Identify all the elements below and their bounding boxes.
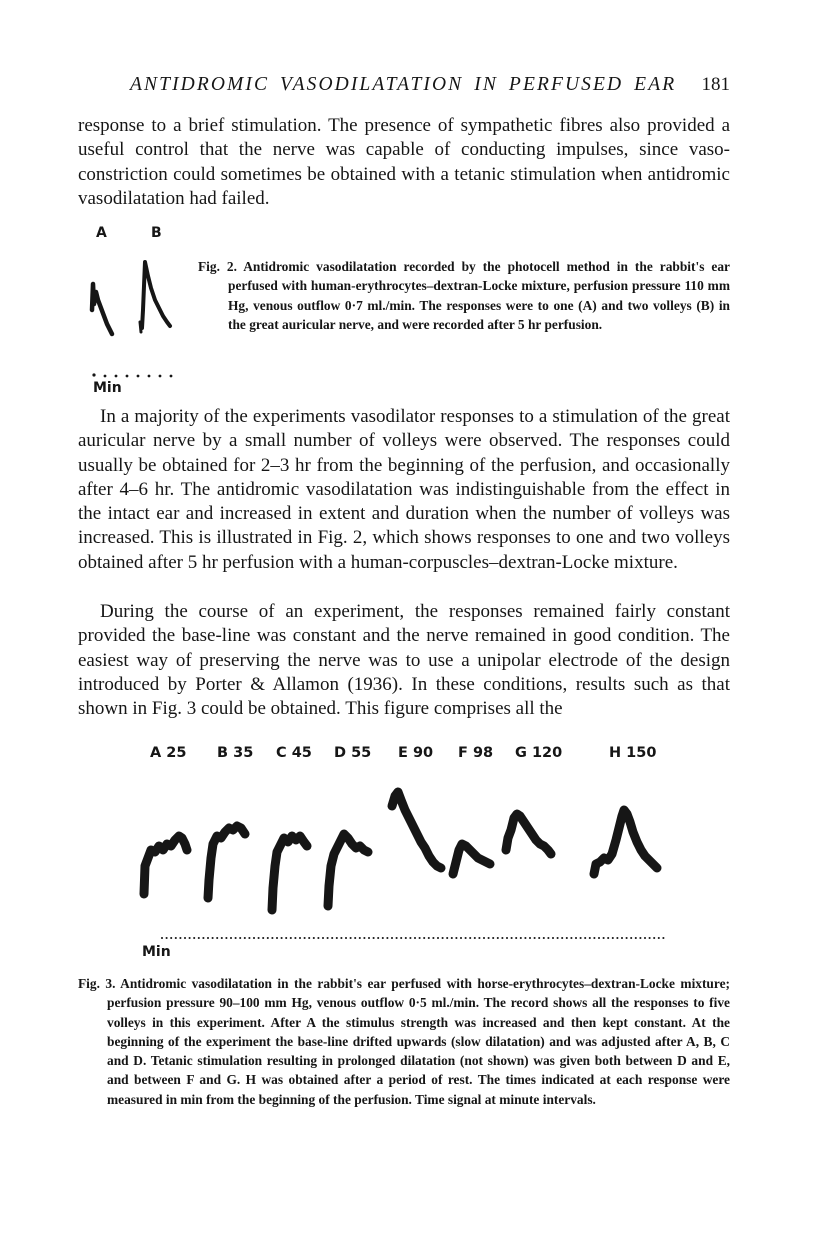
time-signal-dot [299,937,301,939]
time-signal-dot [202,937,204,939]
time-signal-dot [175,937,177,939]
time-signal-dot [419,937,421,939]
time-signal-dot [520,937,522,939]
time-signal-dot [630,937,632,939]
time-signal-dot [501,937,503,939]
time-signal-dot [193,937,195,939]
time-signal-dot [612,937,614,939]
time-signal-dot [451,937,453,939]
time-signal-dot [506,937,508,939]
time-signal-dot [497,937,499,939]
fig3-trace-f [453,844,490,874]
time-signal-dot [580,937,582,939]
time-signal-dot [377,937,379,939]
time-signal-dot [557,937,559,939]
time-signal-dot [336,937,338,939]
fig3-label-h: H 150 [609,745,657,761]
time-signal-dot [478,937,480,939]
time-signal-dot [465,937,467,939]
fig2-trace-a [92,284,112,334]
fig2-label-a: A [96,225,107,241]
time-signal-dot [488,937,490,939]
fig3-trace-e [392,792,441,868]
time-signal-dot [230,937,232,939]
time-signal-dot [400,937,402,939]
fig2-trace-b-tail [140,322,141,332]
time-signal-dot [414,937,416,939]
running-title: ANTIDROMIC VASODILATATION IN PERFUSED EAR [130,74,677,95]
time-signal-dot [534,937,536,939]
time-signal-dot [561,937,563,939]
time-signal-dot [285,937,287,939]
fig3-caption: Fig. 3. Antidromic vasodilatation in the rabbit's ear perfused with horse-erythrocytes–dextran-Locke mixture; perfusion pressure 90–100 mm Hg, venous outflow 0·5 ml./min. The record shows all the responses to five volleys in this experiment. After A the stimulus strength was increased and then kept constant. At the beginning of the experiment the base-line drifted upwards (slow dilatation) and was adjusted after A, B, C and D. Tetanic stimulation resulting in prolonged dilatation (not shown) was given both between D and E, and between F and G. H was obtained after a period of rest. The times indicated at each response were measured in min from the beginning of the perfusion. Time signal at minute intervals. [78,976,730,1107]
time-signal-dot [235,937,237,939]
time-signal-dot [262,937,264,939]
running-head [78,74,730,104]
time-signal-dot [290,937,292,939]
time-signal-dot [267,937,269,939]
fig3-label-b: B 35 [217,745,254,761]
time-signal-dot [603,937,605,939]
time-signal-dot [313,937,315,939]
time-signal-dot [198,937,200,939]
time-signal-dot [442,937,444,939]
time-signal-dot [391,937,393,939]
fig3-trace-g [506,814,551,854]
fig3-trace-d [328,834,368,906]
time-signal-dot [492,937,494,939]
time-signal-dot [428,937,430,939]
paragraph-1: response to a brief stimulation. The presence of sympathetic fibres also provided a useful control that the nerve was capable of conducting impulses, since vaso-constriction could sometimes be obtained with a tetanic stimulation when antidromic vasodilatation had failed. [78,115,730,209]
time-signal-dot [658,937,660,939]
time-signal-dot [350,937,352,939]
time-signal-dot [225,937,227,939]
time-signal-dot [635,937,637,939]
fig2-time-label: Min [93,380,122,396]
time-signal-dot [327,937,329,939]
time-signal-dot [207,937,209,939]
time-signal-dot [607,937,609,939]
fig3-time-signal [161,937,665,939]
time-signal-dot [258,937,260,939]
time-signal-dot [547,937,549,939]
time-signal-dot [396,937,398,939]
fig3-label-d: D 55 [334,745,372,761]
time-signal-dot [626,937,628,939]
time-signal-dot [248,937,250,939]
fig2-trace-b [142,262,170,328]
time-signal-dot [244,937,246,939]
fig2-caption: Fig. 2. Antidromic vasodilatation recorded by the photocell method in the rabbit's ear perfused with human-erythrocytes–dextran-Locke mixture, perfusion pressure 110 mm Hg, venous outflow 0·7 ml./min. The responses were to one (A) and two volleys (B) in the great auricular nerve, and were recorded after 5 hr perfusion. [198,259,730,332]
time-signal-dot [515,937,517,939]
time-signal-dot [575,937,577,939]
fig3-trace-c [272,836,307,910]
time-signal-dot [308,937,310,939]
time-signal-dot [589,937,591,939]
time-signal-dot [616,937,618,939]
fig3-time-label: Min [142,944,171,960]
time-signal-dot [382,937,384,939]
time-signal-dot [216,937,218,939]
time-signal-dot [653,937,655,939]
time-signal-dot [179,937,181,939]
fig2-traces [80,240,200,400]
time-signal-dot [271,937,273,939]
time-signal-dot [354,937,356,939]
time-signal-dot [511,937,513,939]
time-signal-dot [409,937,411,939]
time-signal-dot [621,937,623,939]
time-signal-dot [644,937,646,939]
fig3-label-c: C 45 [276,745,312,761]
time-signal-dot [432,937,434,939]
time-signal-dot [161,937,163,939]
time-signal-dot [529,937,531,939]
fig2-label-b: B [151,225,162,241]
fig3-traces [130,770,690,950]
time-signal-dot [368,937,370,939]
paragraph-3: During the course of an experiment, the responses remained fairly constant provided the base-line was constant and the nerve remained in good condition. The easiest way of preserving the nerve was to use a unipolar electrode of the design introduced by Porter & Allamon (1936). In these conditions, results such as that shown in Fig. 3 could be obtained. This figure comprises all the [78,601,730,720]
time-signal-dot [437,937,439,939]
fig3-trace-b [208,826,245,898]
time-signal-dot [304,937,306,939]
time-signal-dot [524,937,526,939]
time-signal-dot [566,937,568,939]
time-signal-dot [483,937,485,939]
time-signal-dot [649,937,651,939]
time-signal-dot [345,937,347,939]
time-signal-dot [322,937,324,939]
time-signal-dot [543,937,545,939]
time-signal-dot [276,937,278,939]
time-signal-dot [662,937,664,939]
fig3-label-e: E 90 [398,745,434,761]
time-signal-dot [469,937,471,939]
time-signal-dot [170,937,172,939]
time-signal-dot [538,937,540,939]
time-signal-dot [552,937,554,939]
time-signal-dot [570,937,572,939]
time-signal-dot [474,937,476,939]
time-signal-dot [340,937,342,939]
fig3-label-a: A 25 [150,745,187,761]
time-signal-dot [239,937,241,939]
time-signal-dot [598,937,600,939]
time-signal-dot [331,937,333,939]
time-signal-dot [423,937,425,939]
time-signal-dot [405,937,407,939]
time-signal-dot [166,937,168,939]
time-signal-dot [359,937,361,939]
fig3-trace-h [594,810,657,874]
time-signal-dot [373,937,375,939]
fig2-time-signal [92,373,172,377]
time-signal-dot [455,937,457,939]
time-signal-dot [189,937,191,939]
page-number: 181 [701,74,730,95]
fig3-label-f: F 98 [458,745,494,761]
time-signal-dot [317,937,319,939]
time-signal-dot [281,937,283,939]
time-signal-dot [446,937,448,939]
time-signal-dot [253,937,255,939]
time-signal-dot [584,937,586,939]
fig3-trace-a [144,836,187,894]
time-signal-dot [294,937,296,939]
time-signal-dot [363,937,365,939]
time-signal-dot [593,937,595,939]
time-signal-dot [460,937,462,939]
time-signal-dot [212,937,214,939]
paragraph-2: In a majority of the experiments vasodilator responses to a stimulation of the great auricular nerve by a small number of volleys were observed. The responses could usually be obtained for 2–3 hr from the beginning of the perfusion, and occasionally after 4–6 hr. The antidromic vasodilatation was indistinguishable from the effect in the intact ear and increased in extent and duration when the number of volleys was increased. This is illustrated in Fig. 2, which shows responses to one and two volleys obtained after 5 hr perfusion with a human-corpuscles–dextran-Locke mixture. [78,406,730,573]
time-signal-dot [639,937,641,939]
time-signal-dot [184,937,186,939]
fig3-label-g: G 120 [515,745,563,761]
time-signal-dot [221,937,223,939]
time-signal-dot [386,937,388,939]
